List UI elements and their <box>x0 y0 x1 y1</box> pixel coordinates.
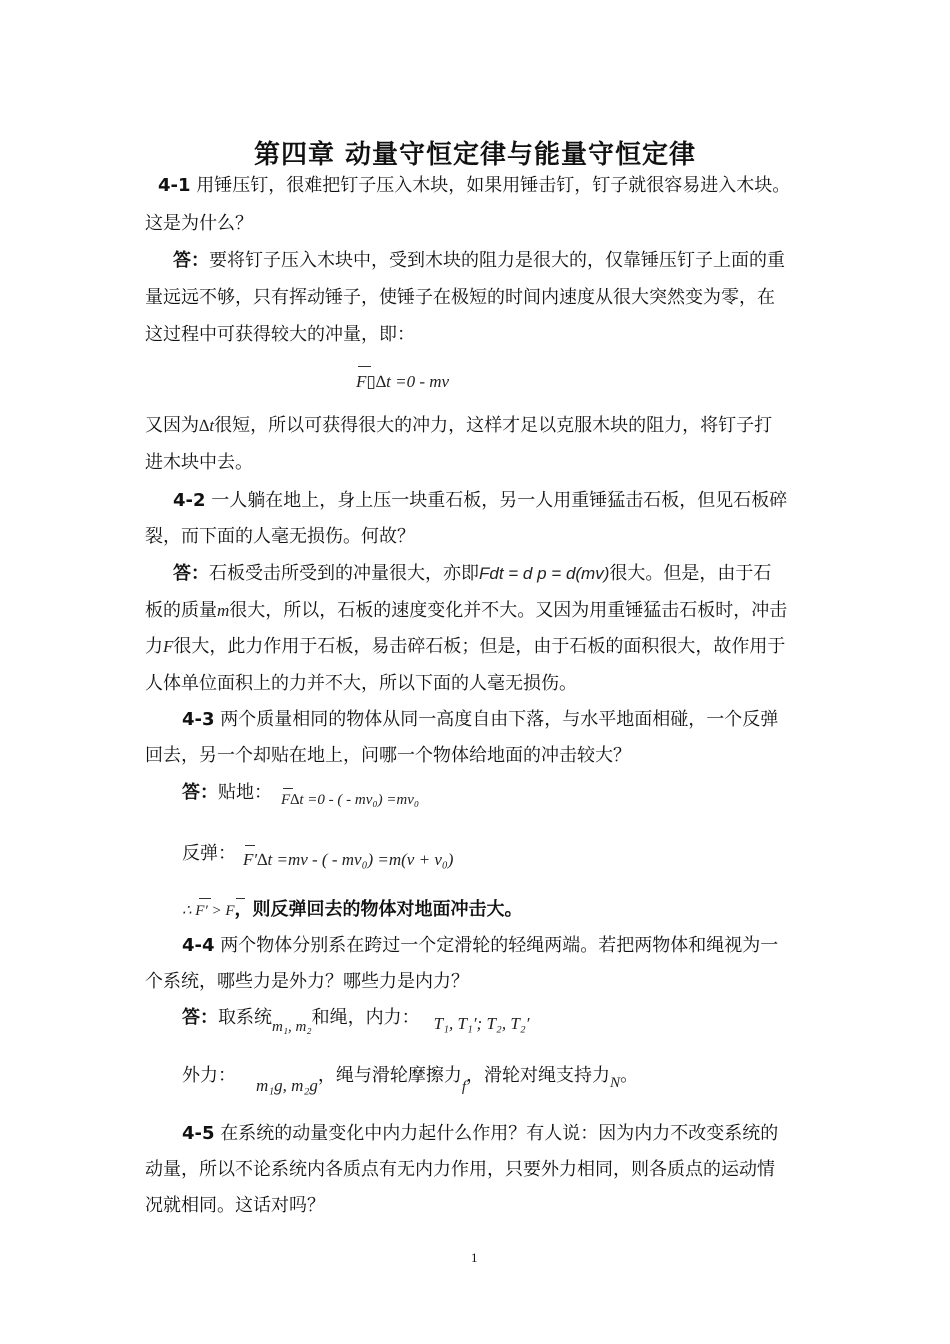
answer-4-1-line4: 又因为∆t很短，所以可获得很大的冲力，这样才足以克服木块的阻力，将钉子打 <box>145 415 773 436</box>
answer-4-1-line1: 答：要将钉子压入木块中，受到木块的阻力是很大的，仅靠锤压钉子上面的重 <box>173 250 785 271</box>
stick-formula: F∆t =0 - ( - mv₀) =mv₀ <box>281 792 420 808</box>
impulse-formula: F▯∆t =0 - mv <box>356 372 450 391</box>
question-4-5-line2: 动量，所以不论系统内各质点有无内力作用，只要外力相同，则各质点的运动情 <box>145 1159 775 1180</box>
question-4-2-line2: 裂，而下面的人毫无损伤。何故？ <box>145 526 415 547</box>
page-number: 1 <box>471 1250 478 1265</box>
answer-label: 答： <box>182 1007 218 1028</box>
gravity-symbols: m₁g, m₂g <box>256 1076 318 1095</box>
question-4-3-line1: 4-3 两个质量相同的物体从同一高度自由下落，与水平地面相碰，一个反弹 <box>182 709 779 730</box>
answer-4-1-line3: 这过程中可获得较大的冲量，即： <box>145 324 415 345</box>
answer-4-4-line1: 答：取系统$_{m_1, m_2}$和绳，内力： T₁, T₁′; T₂, T₂′ <box>182 1007 530 1035</box>
question-4-4-line2: 个系统，哪些力是外力？哪些力是内力？ <box>145 971 469 992</box>
question-4-4-line1: 4-4 两个物体分别系在跨过一个定滑轮的轻绳两端。若把两物体和绳视为一 <box>182 935 779 956</box>
answer-4-1-line5: 进木块中去。 <box>145 452 253 473</box>
momentum-formula: Fdt = d p = d(mv) <box>479 564 610 583</box>
friction-symbol: f <box>461 1079 467 1095</box>
question-number: 4-3 <box>182 709 215 730</box>
answer-4-2-line4: 人体单位面积上的力并不大，所以下面的人毫无损伤。 <box>145 673 577 694</box>
delta-t-symbol: ∆t <box>199 416 215 435</box>
answer-label: 答： <box>182 782 218 803</box>
force-symbol: F <box>163 637 174 656</box>
answer-label: 答： <box>173 250 209 271</box>
question-4-5-line3: 况就相同。这话对吗？ <box>145 1195 325 1216</box>
mass-symbol: m <box>217 601 230 620</box>
answer-4-3-conclusion: ∴ F′ > F，则反弹回去的物体对地面冲击大。 <box>182 899 523 920</box>
question-number: 4-4 <box>182 935 215 956</box>
question-4-1-line2: 这是为什么？ <box>145 213 253 234</box>
comparison-formula: ∴ F′ > F <box>182 903 235 919</box>
answer-4-3-line2: 反弹： <box>182 843 236 864</box>
question-number: 4-1 <box>158 175 191 196</box>
page-title: 第四章 动量守恒定律与能量守恒定律 <box>253 140 697 170</box>
question-4-3-line2: 回去，另一个却贴在地上，问哪一个物体给地面的冲击较大？ <box>145 745 631 766</box>
answer-4-2-line1: 答：石板受击所受到的冲量很大，亦即Fdt = d p = d(mv)很大。但是，由于石 <box>173 563 772 584</box>
bounce-formula: F′∆t =mv - ( - mv₀) =m(v + v₀) <box>243 850 454 869</box>
question-4-5-line1: 4-5 在系统的动量变化中内力起什么作用？有人说：因为内力不改变系统的 <box>182 1123 779 1144</box>
question-number: 4-2 <box>173 490 206 511</box>
answer-4-4-line2: 外力： m₁g, m₂g，绳与滑轮摩擦力$_f$，滑轮对绳支持力$_N$。 <box>182 1065 639 1095</box>
answer-label: 答： <box>173 563 209 584</box>
question-number: 4-5 <box>182 1123 215 1144</box>
tension-symbols: T₁, T₁′; T₂, T₂′ <box>433 1014 530 1033</box>
answer-4-2-line2: 板的质量m很大，所以，石板的速度变化并不大。又因为用重锤猛击石板时，冲击 <box>145 600 788 621</box>
answer-4-1-line2: 量远远不够，只有挥动锤子，使锤子在极短的时间内速度从很大突然变为零，在 <box>145 287 775 308</box>
answer-4-2-line3: 力F很大，此力作用于石板，易击碎石板；但是，由于石板的面积很大，故作用于 <box>145 636 786 657</box>
question-4-1-line1: 4-1 用锤压钉，很难把钉子压入木块，如果用锤击钉，钉子就很容易进入木块。 <box>158 175 791 196</box>
answer-4-3-line1: 答：贴地： <box>182 782 272 803</box>
masses-symbol: m₁, m₂ <box>272 1019 312 1035</box>
question-4-2-line1: 4-2 一人躺在地上，身上压一块重石板，另一人用重锤猛击石板，但见石板碎 <box>173 490 788 511</box>
normal-force-symbol: N <box>610 1075 621 1091</box>
